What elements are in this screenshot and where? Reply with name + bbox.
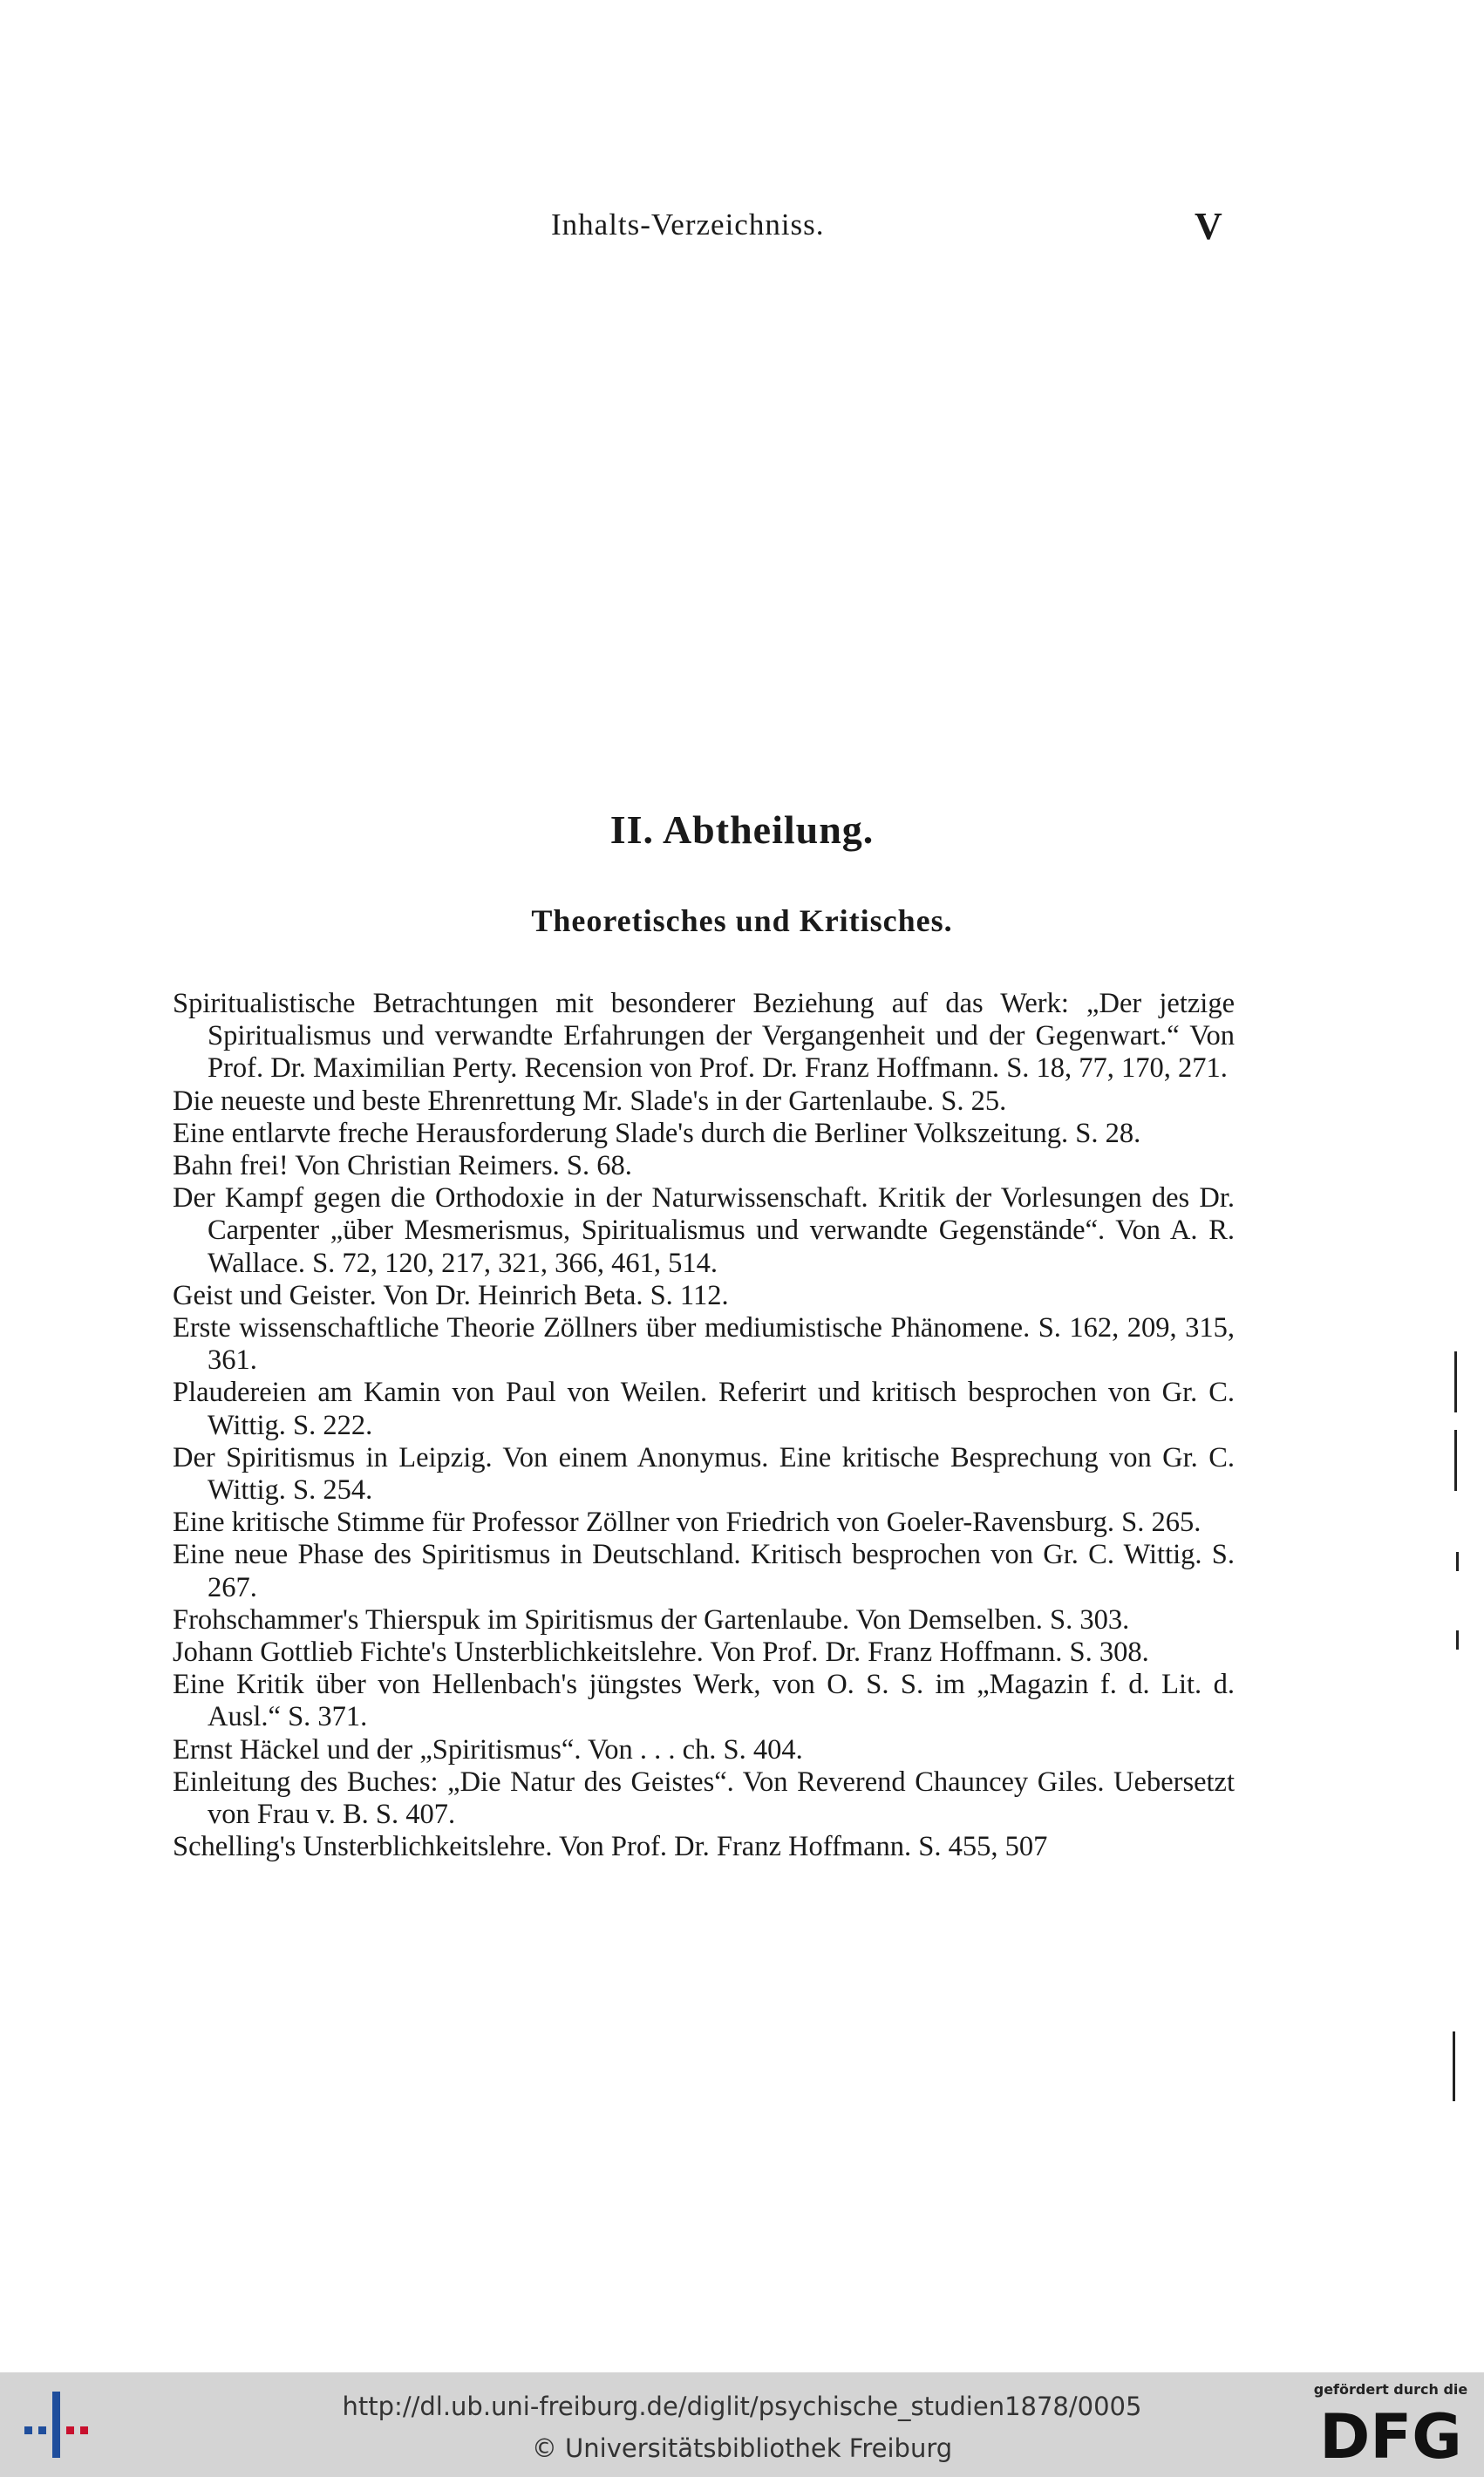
- toc-entry: Schelling's Unsterblichkeitslehre. Von Prof. Dr. Franz Hoffmann. S. 455, 507: [173, 1831, 1048, 1863]
- toc-entry: Einleitung des Buches: „Die Natur des Geistes“. Von Reverend Chauncey Giles. Uebersetzt von Frau v. B. S. 407.: [173, 1766, 1235, 1831]
- section-subtitle: Theoretisches und Kritisches.: [531, 903, 953, 938]
- toc-entry: Eine entlarvte freche Herausforderung Slade's durch die Berliner Volkszeitung. S. 28.: [173, 1117, 1141, 1149]
- toc-entry: Bahn frei! Von Christian Reimers. S. 68.: [173, 1150, 632, 1182]
- section-title: II. Abtheilung.: [609, 807, 875, 852]
- page-number: V: [1195, 205, 1222, 248]
- scan-mark: [1453, 2031, 1455, 2101]
- toc-entry: Spiritualistische Betrachtungen mit besonderer Beziehung auf das Werk: „Der jetzige Spiritualismus und verwandte Erfahrungen der Vergangenheit und der Gegenwart.“ Von Prof. Dr. Maximilian Perty. Recension von Prof. Dr. Franz Hoffmann. S. 18, 77, 170, 271.: [173, 988, 1235, 1085]
- toc-entry: Eine kritische Stimme für Professor Zöllner von Friedrich von Goeler-Ravensburg. S. 265.: [173, 1507, 1201, 1539]
- scan-mark: [1456, 1630, 1459, 1650]
- scan-mark: [1454, 1430, 1457, 1491]
- toc-entry: Der Kampf gegen die Orthodoxie in der Naturwissenschaft. Kritik der Vorlesungen des Dr. Carpenter „über Mesmerismus, Spiritualismus und verwandte Gegenstände“. Von A. R. Wallace. S. 72, 120, 217, 321, 366, 461, 514.: [173, 1182, 1235, 1279]
- dfg-funding-block: [1308, 2381, 1474, 2470]
- toc-entry: Eine neue Phase des Spiritismus in Deutschland. Kritisch besprochen von Gr. C. Wittig. S. 267.: [173, 1539, 1235, 1603]
- document-url-link[interactable]: http://dl.ub.uni-freiburg.de/diglit/psychische_studien1878/0005: [342, 2392, 1142, 2421]
- toc-entry: Plaudereien am Kamin von Paul von Weilen. Referirt und kritisch besprochen von Gr. C. Wittig. S. 222.: [173, 1377, 1235, 1441]
- toc-entry: Geist und Geister. Von Dr. Heinrich Beta. S. 112.: [173, 1279, 729, 1311]
- running-title: Inhalts-Verzeichniss.: [551, 208, 825, 242]
- dfg-logo-text: DFG: [1319, 2402, 1462, 2467]
- toc-entry: Eine Kritik über von Hellenbach's jüngstes Werk, von O. S. S. im „Magazin f. d. Lit. d. Ausl.“ S. 371.: [173, 1669, 1235, 1733]
- scan-mark: [1456, 1552, 1459, 1571]
- page-header: [0, 205, 1484, 260]
- toc-entry: Erste wissenschaftliche Theorie Zöllners über mediumistische Phänomene. S. 162, 209, 315, 361.: [173, 1312, 1235, 1377]
- dfg-logo: [1315, 2402, 1467, 2467]
- copyright-text: © Universitätsbibliothek Freiburg: [531, 2433, 953, 2463]
- table-of-contents: [173, 988, 1235, 1863]
- toc-entry: Die neueste und beste Ehrenrettung Mr. Slade's in der Gartenlaube. S. 25.: [173, 1085, 1007, 1117]
- scan-mark: [1454, 1351, 1457, 1412]
- dfg-caption: gefördert durch die: [1313, 2381, 1468, 2398]
- toc-entry: Ernst Häckel und der „Spiritismus“. Von . . . ch. S. 404.: [173, 1733, 803, 1766]
- toc-entry: Johann Gottlieb Fichte's Unsterblichkeitslehre. Von Prof. Dr. Franz Hoffmann. S. 308.: [173, 1637, 1149, 1669]
- toc-entry: Der Spiritismus in Leipzig. Von einem Anonymus. Eine kritische Besprechung von Gr. C. Wittig. S. 254.: [173, 1441, 1235, 1507]
- toc-entry: Frohschammer's Thierspuk im Spiritismus der Gartenlaube. Von Demselben. S. 303.: [173, 1603, 1130, 1636]
- footer-bar: [0, 2372, 1484, 2477]
